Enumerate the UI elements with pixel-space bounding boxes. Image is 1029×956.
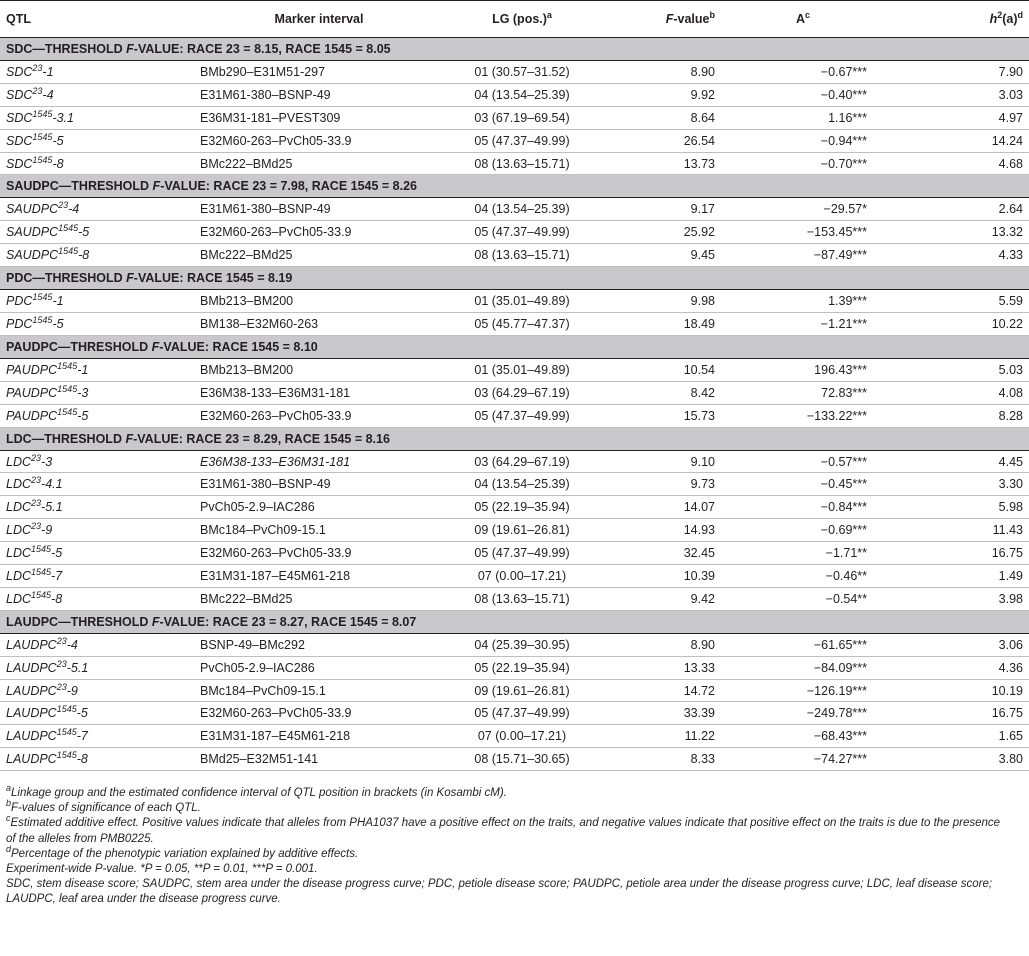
table-row: [0, 358, 1029, 381]
additive-effect-cell: −0.94***: [715, 129, 891, 152]
heritability-cell: 5.59: [891, 290, 1029, 313]
f-value-cell: 33.39: [600, 702, 715, 725]
qtl-name: $LAUDPC^{1545}-7$: [0, 725, 194, 748]
additive-effect-cell: 196.43***: [715, 358, 891, 381]
table-footnotes: [6, 783, 1011, 908]
section-header-row: [0, 335, 1029, 358]
lg-position-cell: 07 (0.00–17.21): [444, 725, 600, 748]
table-row: [0, 748, 1029, 771]
additive-effect-cell: −126.19***: [715, 679, 891, 702]
qtl-name: $LDC^{1545}-5$: [0, 542, 194, 565]
heritability-cell: 16.75: [891, 542, 1029, 565]
lg-position-cell: 08 (13.63–15.71): [444, 244, 600, 267]
section-header-row: [0, 427, 1029, 450]
marker-interval-cell: E36M38-133–E36M31-181: [194, 450, 444, 473]
heritability-cell: 5.03: [891, 358, 1029, 381]
table-row: [0, 198, 1029, 221]
heritability-cell: 8.28: [891, 404, 1029, 427]
header-marker-interval: Marker interval: [194, 1, 444, 38]
additive-effect-cell: −1.71**: [715, 542, 891, 565]
table-row: [0, 404, 1029, 427]
f-value-cell: 15.73: [600, 404, 715, 427]
f-value-cell: 8.90: [600, 633, 715, 656]
marker-interval-cell: E36M31-181–PVEST309: [194, 106, 444, 129]
lg-position-cell: 03 (64.29–67.19): [444, 450, 600, 473]
heritability-cell: 1.65: [891, 725, 1029, 748]
table-row: [0, 702, 1029, 725]
additive-effect-cell: −29.57*: [715, 198, 891, 221]
additive-effect-cell: −0.57***: [715, 450, 891, 473]
qtl-name: LAUDPC$^{23}$-4: [0, 633, 194, 656]
f-value-cell: 10.39: [600, 565, 715, 588]
marker-interval-cell: E32M60-263–PvCh05-33.9: [194, 542, 444, 565]
qtl-name: LDC$^{23}$-5.1: [0, 496, 194, 519]
qtl-name: SDC$^{23}$-1: [0, 61, 194, 84]
lg-position-cell: 09 (19.61–26.81): [444, 679, 600, 702]
table-row: [0, 450, 1029, 473]
lg-position-cell: 05 (22.19–35.94): [444, 496, 600, 519]
f-value-cell: 32.45: [600, 542, 715, 565]
table-row: [0, 129, 1029, 152]
section-title: SDC—THRESHOLD F-VALUE: RACE 23 = 8.15, RACE 1545 = 8.05: [0, 38, 1029, 61]
heritability-cell: 4.97: [891, 106, 1029, 129]
footnote: Experiment-wide P-value. *P = 0.05, **P = 0.01, ***P = 0.001.: [6, 863, 318, 876]
additive-effect-cell: −0.69***: [715, 519, 891, 542]
table-body: [0, 38, 1029, 771]
additive-effect-cell: 72.83***: [715, 381, 891, 404]
lg-position-cell: 05 (47.37–49.99): [444, 404, 600, 427]
qtl-name: $LAUDPC^{1545}-5$: [0, 702, 194, 725]
f-value-cell: 9.45: [600, 244, 715, 267]
f-value-cell: 8.90: [600, 61, 715, 84]
f-value-cell: 14.72: [600, 679, 715, 702]
marker-interval-cell: BMb290–E31M51-297: [194, 61, 444, 84]
footnote: $^b$F-values of significance of each QTL.: [6, 798, 201, 815]
table-row: [0, 106, 1029, 129]
marker-interval-cell: PvCh05-2.9–IAC286: [194, 496, 444, 519]
f-value-cell: 14.07: [600, 496, 715, 519]
lg-position-cell: 01 (35.01–49.89): [444, 290, 600, 313]
additive-effect-cell: −74.27***: [715, 748, 891, 771]
table-row: [0, 519, 1029, 542]
qtl-name: SAUDPC$^{23}$-4: [0, 198, 194, 221]
marker-interval-cell: BMc222–BMd25: [194, 152, 444, 175]
section-title: PAUDPC—THRESHOLD F-VALUE: RACE 1545 = 8.10: [0, 335, 1029, 358]
marker-interval-cell: E32M60-263–PvCh05-33.9: [194, 129, 444, 152]
lg-position-cell: 04 (13.54–25.39): [444, 473, 600, 496]
marker-interval-cell: E36M38-133–E36M31-181: [194, 381, 444, 404]
marker-interval-cell: BMb213–BM200: [194, 358, 444, 381]
additive-effect-cell: −0.40***: [715, 83, 891, 106]
section-title: LAUDPC—THRESHOLD F-VALUE: RACE 23 = 8.27, RACE 1545 = 8.07: [0, 610, 1029, 633]
marker-interval-cell: BM138–E32M60-263: [194, 313, 444, 336]
qtl-name: $SDC^{1545}-8$: [0, 152, 194, 175]
header-row: [0, 1, 1029, 38]
section-header-row: [0, 38, 1029, 61]
table-row: [0, 496, 1029, 519]
heritability-cell: 13.32: [891, 221, 1029, 244]
f-value-cell: 9.10: [600, 450, 715, 473]
additive-effect-cell: −1.21***: [715, 313, 891, 336]
lg-position-cell: 04 (13.54–25.39): [444, 198, 600, 221]
lg-position-cell: 07 (0.00–17.21): [444, 565, 600, 588]
additive-effect-cell: −0.54**: [715, 587, 891, 610]
marker-interval-cell: BMc222–BMd25: [194, 587, 444, 610]
lg-position-cell: 08 (15.71–30.65): [444, 748, 600, 771]
table-row: [0, 725, 1029, 748]
qtl-name: $PAUDPC^{1545}-1$: [0, 358, 194, 381]
table-row: [0, 633, 1029, 656]
table-row: [0, 290, 1029, 313]
qtl-name: LAUDPC$^{23}$-5.1: [0, 656, 194, 679]
footnote: $^d$Percentage of the phenotypic variation explained by additive effects.: [6, 843, 359, 860]
qtl-name: $PDC^{1545}-1$: [0, 290, 194, 313]
qtl-name: $LDC^{1545}-7$: [0, 565, 194, 588]
table-row: [0, 381, 1029, 404]
table-row: [0, 542, 1029, 565]
table-row: [0, 61, 1029, 84]
heritability-cell: 4.45: [891, 450, 1029, 473]
lg-position-cell: 05 (47.37–49.99): [444, 542, 600, 565]
f-value-cell: 9.73: [600, 473, 715, 496]
heritability-cell: 4.33: [891, 244, 1029, 267]
lg-position-cell: 04 (13.54–25.39): [444, 83, 600, 106]
qtl-name: $SAUDPC^{1545}-8$: [0, 244, 194, 267]
heritability-cell: 10.19: [891, 679, 1029, 702]
additive-effect-cell: −0.70***: [715, 152, 891, 175]
header-lg: LG $(pos.)^a$: [444, 1, 600, 38]
lg-position-cell: 05 (45.77–47.37): [444, 313, 600, 336]
additive-effect-cell: −0.84***: [715, 496, 891, 519]
lg-position-cell: 08 (13.63–15.71): [444, 152, 600, 175]
f-value-cell: 9.92: [600, 83, 715, 106]
lg-position-cell: 04 (25.39–30.95): [444, 633, 600, 656]
table-row: [0, 152, 1029, 175]
marker-interval-cell: E32M60-263–PvCh05-33.9: [194, 404, 444, 427]
qtl-name: $SDC^{1545}-5$: [0, 129, 194, 152]
marker-interval-cell: BMc184–PvCh09-15.1: [194, 679, 444, 702]
additive-effect-cell: −68.43***: [715, 725, 891, 748]
qtl-name: $SAUDPC^{1545}-5$: [0, 221, 194, 244]
heritability-cell: 3.03: [891, 83, 1029, 106]
qtl-name: $PAUDPC^{1545}-5$: [0, 404, 194, 427]
qtl-name: LDC$^{23}$-9: [0, 519, 194, 542]
marker-interval-cell: E31M31-187–E45M61-218: [194, 725, 444, 748]
additive-effect-cell: −61.65***: [715, 633, 891, 656]
heritability-cell: 5.98: [891, 496, 1029, 519]
marker-interval-cell: E31M61-380–BSNP-49: [194, 83, 444, 106]
lg-position-cell: 01 (30.57–31.52): [444, 61, 600, 84]
qtl-name: SDC$^{23}$-4: [0, 83, 194, 106]
footnote: $^c$Estimated additive effect. Positive values indicate that alleles from PHA1037 have a positive effect on the traits, and negative values indicate that positive effect on the traits is due to the presence of the alleles from PMB0225.: [6, 813, 1001, 845]
f-value-cell: 14.93: [600, 519, 715, 542]
header-additive: $A^c$: [715, 1, 891, 38]
additive-effect-cell: −0.46**: [715, 565, 891, 588]
section-title: SAUDPC—THRESHOLD F-VALUE: RACE 23 = 7.98, RACE 1545 = 8.26: [0, 175, 1029, 198]
marker-interval-cell: E31M61-380–BSNP-49: [194, 473, 444, 496]
qtl-name: LAUDPC$^{23}$-9: [0, 679, 194, 702]
f-value-cell: 9.98: [600, 290, 715, 313]
lg-position-cell: 01 (35.01–49.89): [444, 358, 600, 381]
heritability-cell: 10.22: [891, 313, 1029, 336]
marker-interval-cell: E31M61-380–BSNP-49: [194, 198, 444, 221]
f-value-cell: 10.54: [600, 358, 715, 381]
table-row: [0, 221, 1029, 244]
f-value-cell: 9.42: [600, 587, 715, 610]
lg-position-cell: 05 (47.37–49.99): [444, 702, 600, 725]
heritability-cell: 3.80: [891, 748, 1029, 771]
table-row: [0, 473, 1029, 496]
qtl-name: $PDC^{1545}-5$: [0, 313, 194, 336]
additive-effect-cell: −0.67***: [715, 61, 891, 84]
lg-position-cell: 05 (47.37–49.99): [444, 129, 600, 152]
lg-position-cell: 03 (64.29–67.19): [444, 381, 600, 404]
additive-effect-cell: 1.16***: [715, 106, 891, 129]
heritability-cell: 7.90: [891, 61, 1029, 84]
lg-position-cell: 05 (47.37–49.99): [444, 221, 600, 244]
marker-interval-cell: BMd25–E32M51-141: [194, 748, 444, 771]
additive-effect-cell: −153.45***: [715, 221, 891, 244]
f-value-cell: 13.33: [600, 656, 715, 679]
table-row: [0, 565, 1029, 588]
footnote: SDC, stem disease score; SAUDPC, stem area under the disease progress curve; PDC, petiole disease score; PAUDPC, petiole area under the disease progress curve; LDC, leaf disease score; LAUDPC, leaf area under the disease progress curve.: [6, 878, 993, 906]
table-row: [0, 83, 1029, 106]
f-value-cell: 18.49: [600, 313, 715, 336]
additive-effect-cell: −133.22***: [715, 404, 891, 427]
heritability-cell: 4.68: [891, 152, 1029, 175]
additive-effect-cell: −87.49***: [715, 244, 891, 267]
section-title: PDC—THRESHOLD F-VALUE: RACE 1545 = 8.19: [0, 267, 1029, 290]
table-row: [0, 244, 1029, 267]
f-value-cell: 25.92: [600, 221, 715, 244]
section-header-row: [0, 610, 1029, 633]
qtl-name: LDC$^{23}$-4.1: [0, 473, 194, 496]
table-row: [0, 587, 1029, 610]
marker-interval-cell: E32M60-263–PvCh05-33.9: [194, 221, 444, 244]
qtl-name: LDC$^{23}$-3: [0, 450, 194, 473]
marker-interval-cell: BMc222–BMd25: [194, 244, 444, 267]
qtl-name: $LAUDPC^{1545}-8$: [0, 748, 194, 771]
heritability-cell: 3.98: [891, 587, 1029, 610]
marker-interval-cell: BSNP-49–BMc292: [194, 633, 444, 656]
section-header-row: [0, 267, 1029, 290]
heritability-cell: 1.49: [891, 565, 1029, 588]
lg-position-cell: 03 (67.19–69.54): [444, 106, 600, 129]
f-value-cell: 8.64: [600, 106, 715, 129]
heritability-cell: 4.36: [891, 656, 1029, 679]
f-value-cell: 9.17: [600, 198, 715, 221]
additive-effect-cell: −0.45***: [715, 473, 891, 496]
marker-interval-cell: BMc184–PvCh09-15.1: [194, 519, 444, 542]
heritability-cell: 2.64: [891, 198, 1029, 221]
f-value-cell: 8.33: [600, 748, 715, 771]
marker-interval-cell: PvCh05-2.9–IAC286: [194, 656, 444, 679]
lg-position-cell: 09 (19.61–26.81): [444, 519, 600, 542]
header-qtl: QTL: [0, 1, 194, 38]
header-f-value: F-value$^b$: [600, 1, 715, 38]
header-heritability: $h^2(a)^d$: [891, 1, 1029, 38]
f-value-cell: 26.54: [600, 129, 715, 152]
table-row: [0, 313, 1029, 336]
marker-interval-cell: E31M31-187–E45M61-218: [194, 565, 444, 588]
heritability-cell: 4.08: [891, 381, 1029, 404]
f-value-cell: 13.73: [600, 152, 715, 175]
f-value-cell: 11.22: [600, 725, 715, 748]
heritability-cell: 3.06: [891, 633, 1029, 656]
section-title: LDC—THRESHOLD F-VALUE: RACE 23 = 8.29, RACE 1545 = 8.16: [0, 427, 1029, 450]
table-row: [0, 656, 1029, 679]
additive-effect-cell: 1.39***: [715, 290, 891, 313]
f-value-cell: 8.42: [600, 381, 715, 404]
qtl-name: $SDC^{1545}-3.1$: [0, 106, 194, 129]
footnote: $^a$Linkage group and the estimated confidence interval of QTL position in brackets (in Kosambi cM).: [6, 783, 507, 799]
qtl-name: $PAUDPC^{1545}-3$: [0, 381, 194, 404]
section-header-row: [0, 175, 1029, 198]
heritability-cell: 16.75: [891, 702, 1029, 725]
marker-interval-cell: E32M60-263–PvCh05-33.9: [194, 702, 444, 725]
additive-effect-cell: −249.78***: [715, 702, 891, 725]
heritability-cell: 14.24: [891, 129, 1029, 152]
marker-interval-cell: BMb213–BM200: [194, 290, 444, 313]
heritability-cell: 3.30: [891, 473, 1029, 496]
additive-effect-cell: −84.09***: [715, 656, 891, 679]
qtl-name: $LDC^{1545}-8$: [0, 587, 194, 610]
heritability-cell: 11.43: [891, 519, 1029, 542]
lg-position-cell: 08 (13.63–15.71): [444, 587, 600, 610]
lg-position-cell: 05 (22.19–35.94): [444, 656, 600, 679]
table-row: [0, 679, 1029, 702]
